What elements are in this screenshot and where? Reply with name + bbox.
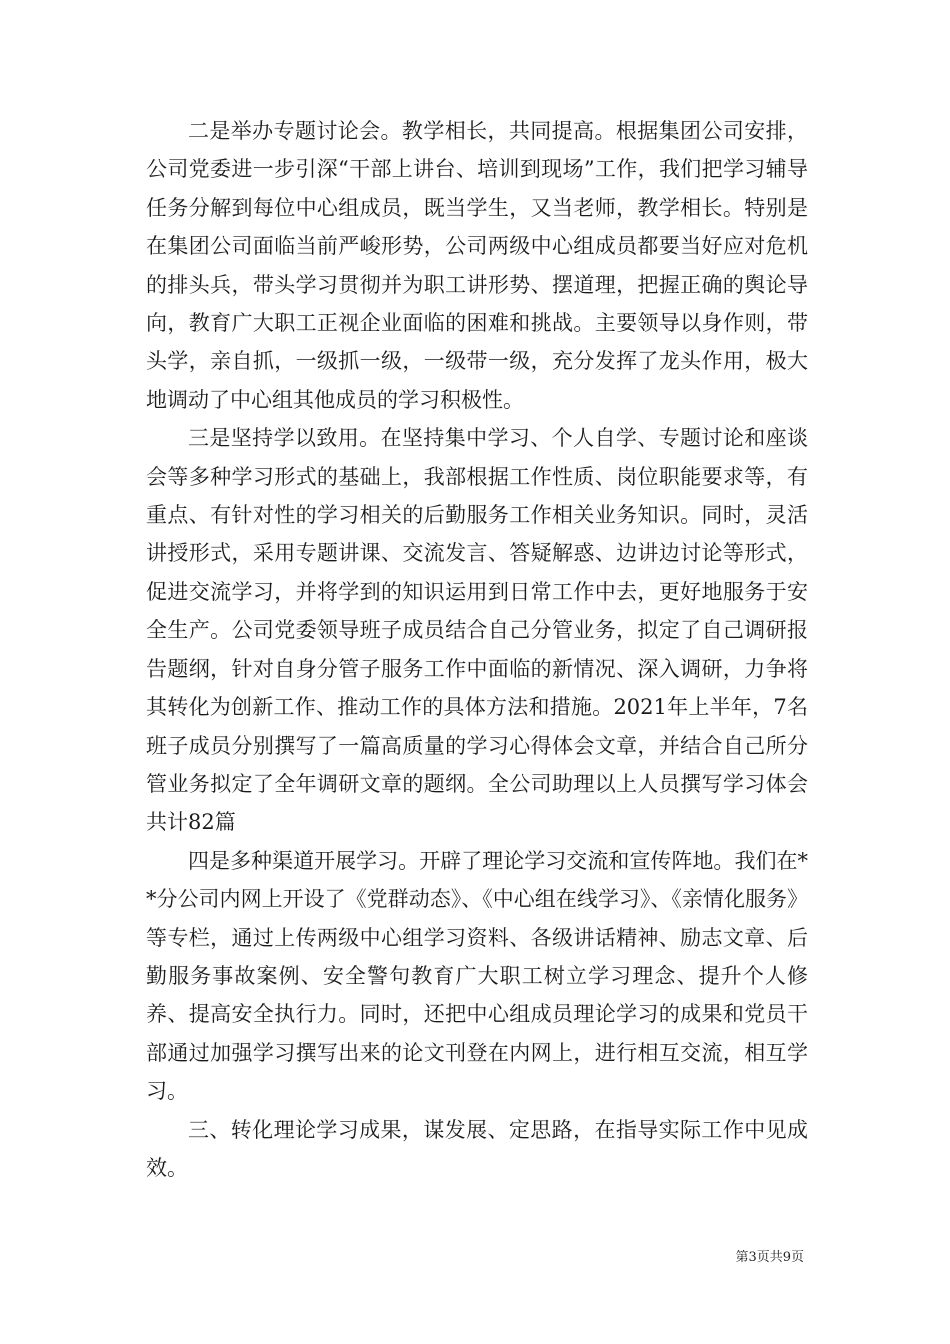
paragraph-topic-seminar: 二是举办专题讨论会。教学相长，共同提高。根据集团公司安排，公司党委进一步引深“干部上讲台、培训到现场”工作，我们把学习辅导任务分解到每位中心组成员，既当学生，又当老师，教学相长。特别是在集团公司面临当前严峻形势，公司两级中心组成员都要当好应对危机的排头兵，带头学习贯彻并为职工讲形势、摆道理，把握正确的舆论导向，教育广大职工正视企业面临的困难和挑战。主要领导以身作则，带头学，亲自抓，一级抓一级，一级带一级，充分发挥了龙头作用，极大地调动了中心组其他成员的学习积极性。 xyxy=(146,119,808,412)
paragraph-section-heading: 三、转化理论学习成果，谋发展、定思路，在指导实际工作中见成效。 xyxy=(146,1117,808,1180)
document-body xyxy=(146,112,808,1187)
paragraph-learning-application: 三是坚持学以致用。在坚持集中学习、个人自学、专题讨论和座谈会等多种学习形式的基础上，我部根据工作性质、岗位职能要求等，有重点、有针对性的学习相关的后勤服务工作相关业务知识。同时，灵活讲授形式，采用专题讲课、交流发言、答疑解惑、边讲边讨论等形式，促进交流学习，并将学到的知识运用到日常工作中去，更好地服务于安全生产。公司党委领导班子成员结合自己分管业务，拟定了自己调研报告题纲，针对自身分管子服务工作中面临的新情况、深入调研，力争将其转化为创新工作、推动工作的具体方法和措施。2021年上半年，7名班子成员分别撰写了一篇高质量的学习心得体会文章，并结合自己所分管业务拟定了全年调研文章的题纲。全公司助理以上人员撰写学习体会共计82篇 xyxy=(146,426,808,835)
page-number: 第3页共9页 xyxy=(735,1250,804,1265)
paragraph-learning-channels: 四是多种渠道开展学习。开辟了理论学习交流和宣传阵地。我们在**分公司内网上开设了《党群动态》、《中心组在线学习》、《亲情化服务》等专栏，通过上传两级中心组学习资料、各级讲话精神、励志文章、后勤服务事故案例、安全警句教育广大职工树立学习理念、提升个人修养、提高安全执行力。同时，还把中心组成员理论学习的成果和党员干部通过加强学习撰写出来的论文刊登在内网上，进行相互交流，相互学习。 xyxy=(146,848,808,1104)
